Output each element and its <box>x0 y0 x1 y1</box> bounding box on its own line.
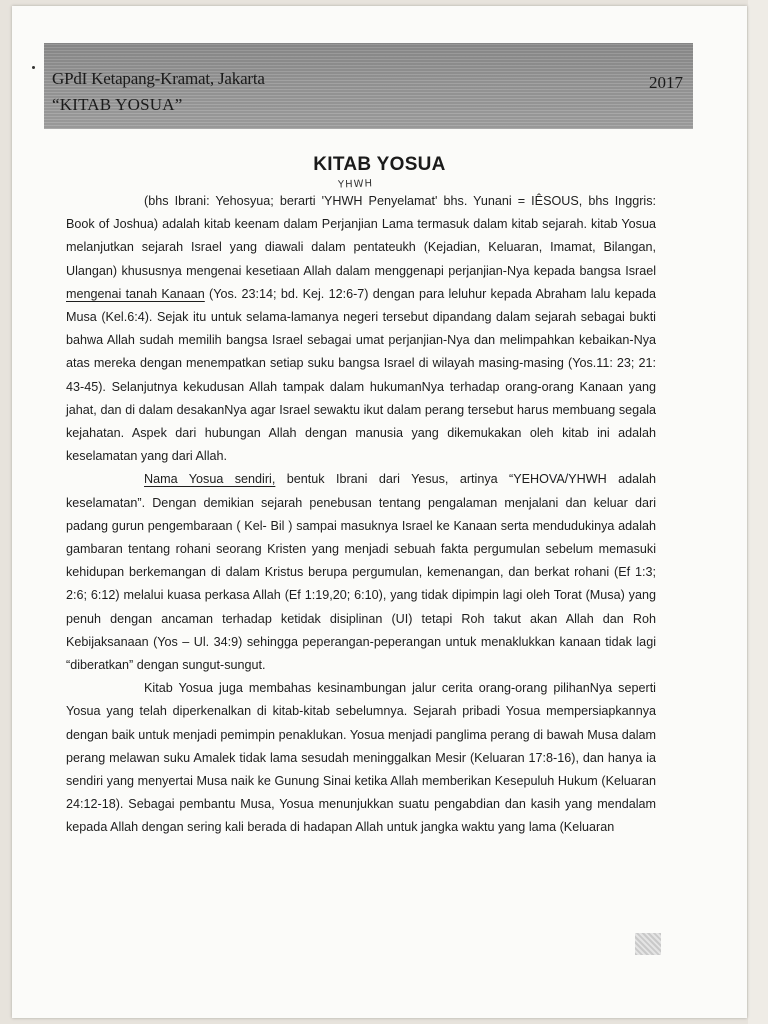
paragraph-3 <box>66 677 656 839</box>
paragraph-2-part-b: bentuk Ibrani dari Yesus, artinya “YEHOVA/YHWH adalah keselamatan”. Dengan demikian sejarah penebusan tentang pengalaman menjalani dan keluar dari padang gurun pengembaraan ( Kel- Bil ) sampai masuknya Israel ke Kanaan serta mendudukinya adalah gambaran tentang rohani seorang Kristen yang menjadi sebuah fakta pergumulan sebelum memasuki kehidupan berkemangan di dalam Kristus berupa pergumulan, kemenangan, dan berkat rohani (Ef 1:3; 2:6; 6:12) melalui kuasa perkasa Allah (Ef 1:19,20; 6:10), yang tidak dipimpin lagi oleh Torat (Musa) yang penuh dengan ancaman terhadap ketidak disiplinan (UI) tetapi Roh takut akan Allah dan Roh Kebijaksanaan (Yos – Ul. 34:9) sehingga peperangan-peperangan untuk menaklukkan kanaan tidak lagi “diberatkan” dengan sungut-sungut. <box>66 472 656 673</box>
paragraph-1-part-b: (Yos. 23:14; bd. Kej. 12:6-7) dengan para leluhur kepada Abraham lalu kepada Musa (Kel.6:4). Sejak itu untuk selama-lamanya negeri tersebut dipandang dalam sejarah sebagai bukti bahwa Allah sudah memilih bangsa Israel sebagai umat perjanjian-Nya dan melimpahkan kebaikan-Nya atas mereka dengan menempatkan setiap suku bangsa Israel di wilayah masing-masing (Yos.11: 23; 21: 43-45). Selanjutnya kekudusan Allah tampak dalam hukumanNya terhadap orang-orang Kanaan yang jahat, dan di dalam desakanNya agar Israel sewaktu ikut dalam perang tersebut harus membuang segala kejahatan. Aspek dari hubungan Allah dengan manusia yang dikemukakan oleh kitab ini adalah keselamatan yang dari Allah. <box>66 286 656 464</box>
header-banner <box>44 43 693 129</box>
speck <box>32 66 35 69</box>
paragraph-1-part-a: (bhs Ibrani: Yehosyua; berarti 'YHWH Penyelamat' bhs. Yunani = IÊSOUS, bhs Inggris: Book of Joshua) adalah kitab keenam dalam Perjanjian Lama termasuk dalam kitab sejarah. kitab Yosua melanjutkan sejarah Israel yang diawali dalam pentateukh (Kejadian, Keluaran, Imamat, Bilangan, Ulangan) khususnya mengenai kesetiaan Allah dalam menggenapi perjanjian-Nya kepada bangsa Israel <box>66 194 656 278</box>
paragraph-2-underlined: Nama Yosua sendiri, <box>144 472 276 487</box>
document-page <box>12 6 747 1018</box>
paragraph-3-part-a: Kitab Yosua juga membahas kesinambungan jalur cerita orang-orang pilihanNya seperti Yosua yang telah diperkenalkan di kitab-kitab sebelumnya. Sejarah pribadi Yosua mempersiapkannya dengan baik untuk menjadi pemimpin penaklukan. Yosua menjadi panglima perang di bawah Musa dalam perang melawan suku Amalek tidak lama sesudah meninggalkan Mesir (Keluaran 17:8-16), dan hanya ia sendiri yang menyertai Musa naik ke Gunung Sinai ketika Allah memberikan Kesepuluh Hukum (Keluaran 24:12-18). Sebagai pembantu Musa, Yosua menunjukkan suatu pengabdian dan kasih yang mendalam kepada Allah dengan sering kali berada di hadapan Allah untuk jangka waktu yang lama (Keluaran <box>66 681 656 835</box>
banner-year: 2017 <box>649 73 683 92</box>
scan-artifact <box>635 933 661 955</box>
handwritten-annotation: YHWH <box>337 178 374 191</box>
paragraph-1 <box>66 190 656 468</box>
banner-subtitle: “KITAB YOSUA” <box>52 95 183 114</box>
paragraph-1-underlined: mengenai tanah Kanaan <box>66 286 205 301</box>
body-text <box>66 190 656 840</box>
document-title: KITAB YOSUA <box>313 154 446 175</box>
scanner-edge <box>748 0 768 1024</box>
paragraph-2 <box>66 468 656 677</box>
church-name: GPdI Ketapang-Kramat, Jakarta <box>52 69 265 88</box>
